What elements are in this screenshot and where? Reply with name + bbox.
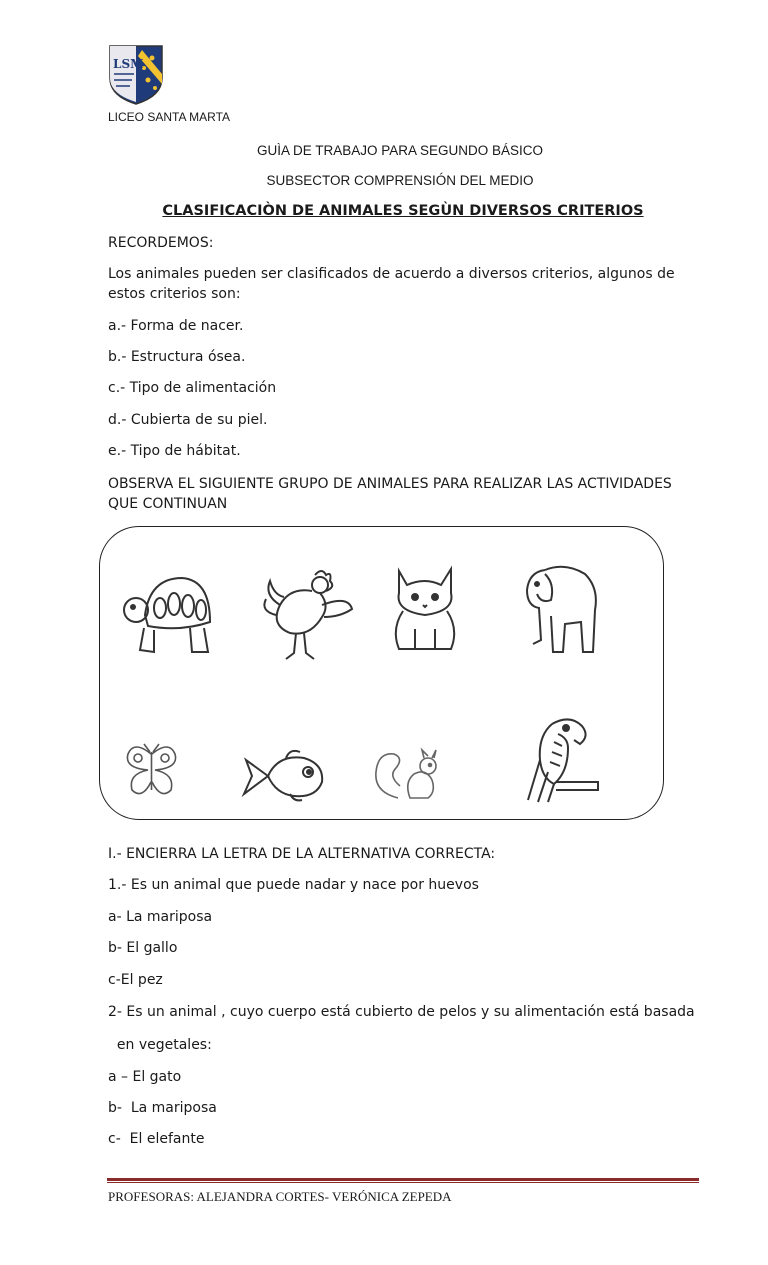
elephant-icon	[515, 560, 600, 660]
q1-option-b[interactable]: b- El gallo	[108, 940, 178, 956]
footer-rule-thin	[107, 1182, 699, 1183]
subsector: SUBSECTOR COMPRENSIÓN DEL MEDIO	[266, 173, 534, 188]
school-name: LICEO SANTA MARTA	[108, 110, 231, 124]
fish-icon	[238, 748, 326, 804]
q1-option-a[interactable]: a- La mariposa	[108, 909, 213, 925]
q2-option-a[interactable]: a – El gato	[108, 1069, 182, 1085]
rooster-icon	[260, 565, 355, 665]
school-logo	[108, 44, 164, 106]
criterion-b: b.- Estructura ósea.	[108, 349, 246, 365]
logo-text: LSM	[113, 57, 144, 71]
cat-icon	[385, 563, 465, 655]
parrot-icon	[518, 712, 600, 806]
butterfly-icon	[124, 740, 179, 802]
intro-paragraph: Los animales pueden ser clasificados de acuerdo a diversos criterios, algunos de estos criterios son:	[108, 266, 675, 302]
section1-heading: I.- ENCIERRA LA LETRA DE LA ALTERNATIVA CORRECTA:	[108, 846, 496, 862]
question-2-line2: en vegetales:	[108, 1037, 212, 1053]
criterion-d: d.- Cubierta de su piel.	[108, 412, 268, 428]
q2-option-b[interactable]: b- La mariposa	[108, 1100, 217, 1116]
squirrel-icon	[370, 742, 450, 804]
question-1: 1.- Es un animal que puede nadar y nace por huevos	[108, 877, 479, 893]
footer-teachers: PROFESORAS: ALEJANDRA CORTES- VERÓNICA ZEPEDA	[108, 1189, 452, 1204]
q2-option-c[interactable]: c- El elefante	[108, 1131, 205, 1147]
criterion-e: e.- Tipo de hábitat.	[108, 443, 241, 459]
criterion-a: a.- Forma de nacer.	[108, 318, 244, 334]
q1-option-c[interactable]: c-El pez	[108, 972, 163, 988]
criterion-c: c.- Tipo de alimentación	[108, 380, 277, 396]
observe-instruction: OBSERVA EL SIGUIENTE GRUPO DE ANIMALES PARA REALIZAR LAS ACTIVIDADES QUE CONTINUAN	[108, 476, 672, 512]
page-title: CLASIFICACIÒN DE ANIMALES SEGÙN DIVERSOS CRITERIOS	[162, 203, 644, 219]
turtle-icon	[120, 570, 215, 662]
footer-rule	[107, 1178, 699, 1181]
guide-title: GUÌA DE TRABAJO PARA SEGUNDO BÁSICO	[256, 143, 544, 158]
recordemos-heading: RECORDEMOS:	[108, 235, 214, 251]
question-2-line1: 2- Es un animal , cuyo cuerpo está cubierto de pelos y su alimentación está basada	[108, 1004, 695, 1020]
